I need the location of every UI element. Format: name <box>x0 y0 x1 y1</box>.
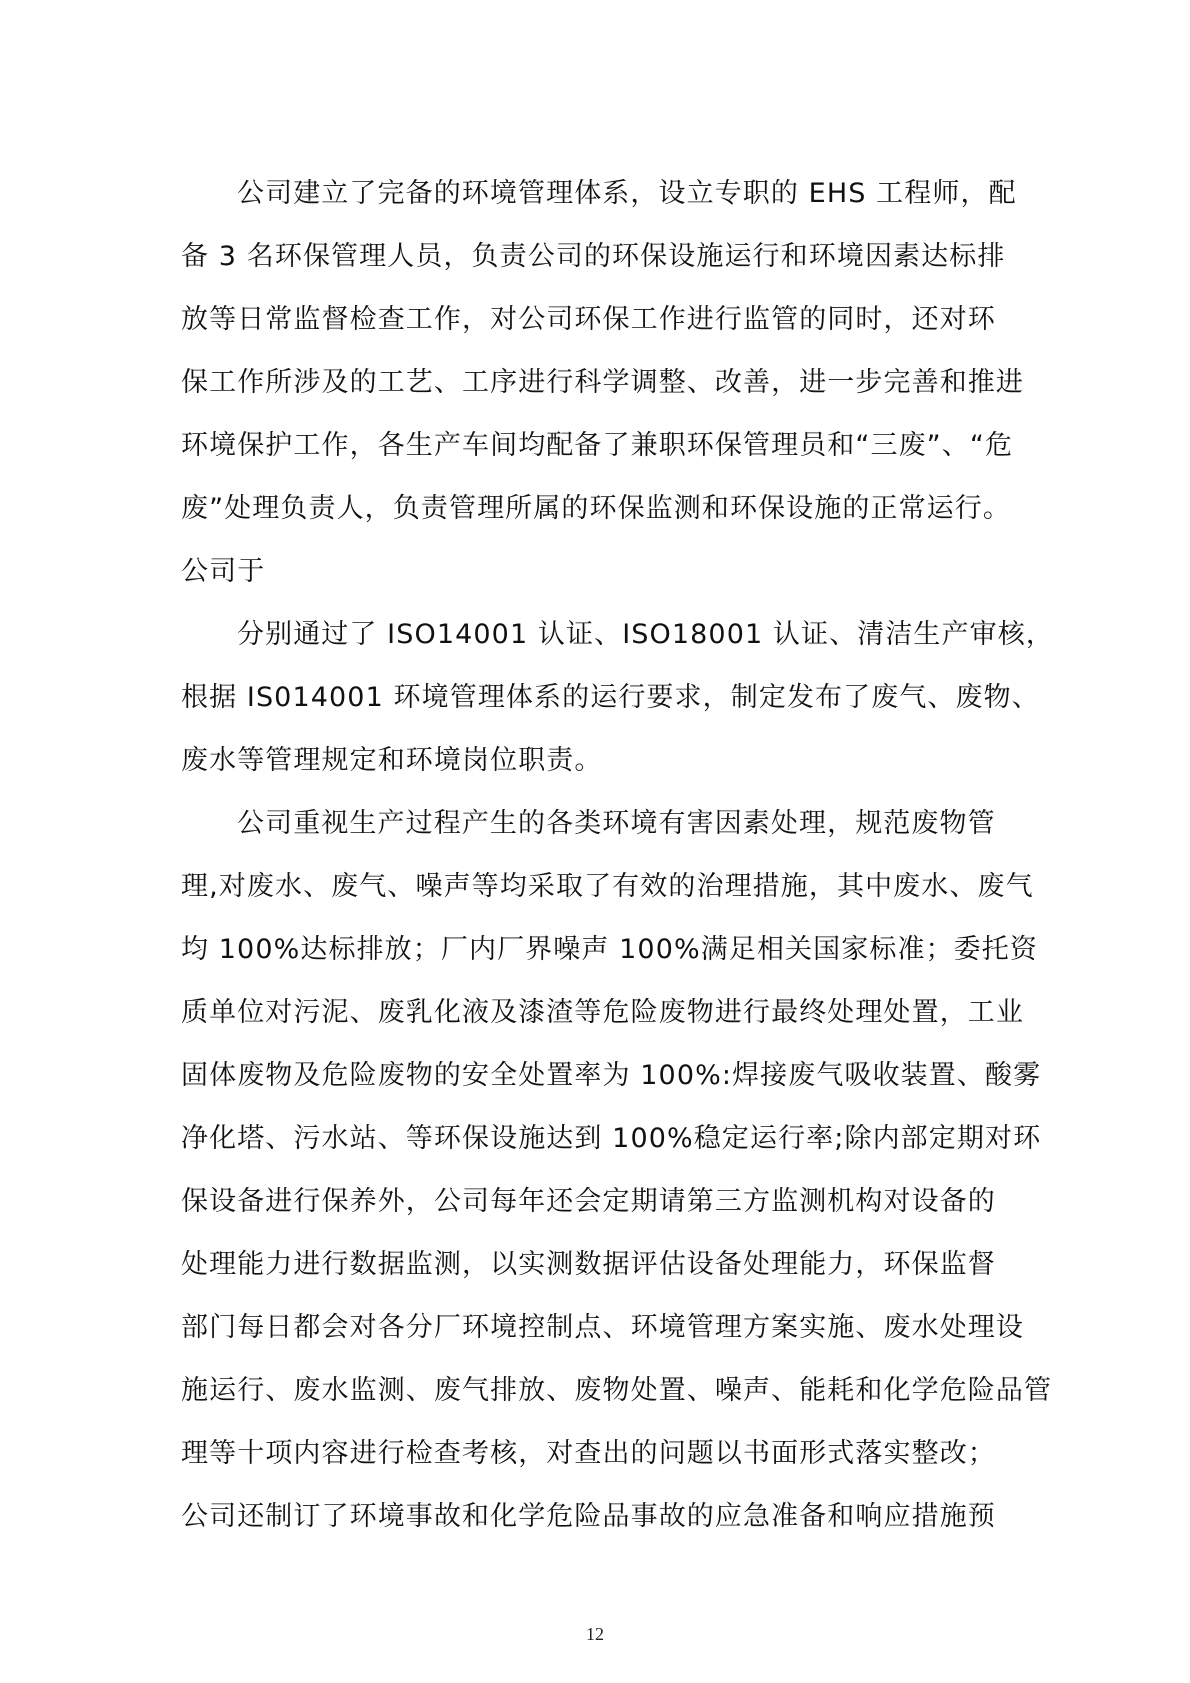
paragraph-1-line-3: 放等日常监督检查工作，对公司环保工作进行监管的同时，还对环 <box>181 304 996 335</box>
paragraph-3-line-7: 保设备进行保养外，公司每年还会定期请第三方监测机构对设备的 <box>181 1186 996 1217</box>
page-number: 12 <box>586 1624 604 1644</box>
paragraph-2-line-3: 废水等管理规定和环境岗位职责。 <box>181 745 603 776</box>
paragraph-3-line-3: 均 100%达标排放；厂内厂界噪声 100%满足相关国家标准；委托资 <box>181 934 1038 965</box>
paragraph-2-line-2: 根据 IS014001 环境管理体系的运行要求，制定发布了废气、废物、 <box>181 682 1040 713</box>
paragraph-3-line-12: 公司还制订了环境事故和化学危险品事故的应急准备和响应措施预 <box>181 1501 996 1532</box>
paragraph-1-line-7: 公司于 <box>181 556 266 587</box>
paragraph-1-line-6: 废”处理负责人，负责管理所属的环保监测和环保设施的正常运行。 <box>181 493 1011 524</box>
paragraph-3-line-1: 公司重视生产过程产生的各类环境有害因素处理，规范废物管 <box>237 808 996 839</box>
paragraph-3-line-9: 部门每日都会对各分厂环境控制点、环境管理方案实施、废水处理设 <box>181 1312 1024 1343</box>
paragraph-1-line-5: 环境保护工作，各生产车间均配备了兼职环保管理员和“三废”、“危 <box>181 430 1014 461</box>
paragraph-1-line-4: 保工作所涉及的工艺、工序进行科学调整、改善，进一步完善和推进 <box>181 367 1024 398</box>
paragraph-1-line-1: 公司建立了完备的环境管理体系，设立专职的 EHS 工程师，配 <box>237 178 1017 209</box>
paragraph-3-line-11: 理等十项内容进行检查考核，对查出的问题以书面形式落实整改； <box>181 1438 996 1469</box>
paragraph-3-line-4: 质单位对污泥、废乳化液及漆渣等危险废物进行最终处理处置，工业 <box>181 997 1024 1028</box>
paragraph-1-line-2: 备 3 名环保管理人员，负责公司的环保设施运行和环境因素达标排 <box>181 241 1006 272</box>
paragraph-2-line-1: 分别通过了 ISO14001 认证、ISO18001 认证、清洁生产审核， <box>237 619 1054 650</box>
paragraph-3-line-2: 理,对废水、废气、噪声等均采取了有效的治理措施，其中废水、废气 <box>181 871 1034 902</box>
body-text <box>181 162 1054 1548</box>
paragraph-3-line-10: 施运行、废水监测、废气排放、废物处置、噪声、能耗和化学危险品管 <box>181 1375 1053 1406</box>
paragraph-3-line-8: 处理能力进行数据监测，以实测数据评估设备处理能力，环保监督 <box>181 1249 996 1280</box>
paragraph-3-line-5: 固体废物及危险废物的安全处置率为 100%:焊接废气吸收装置、酸雾 <box>181 1060 1042 1091</box>
paragraph-3-line-6: 净化塔、污水站、等环保设施达到 100%稳定运行率;除内部定期对环 <box>181 1123 1042 1154</box>
